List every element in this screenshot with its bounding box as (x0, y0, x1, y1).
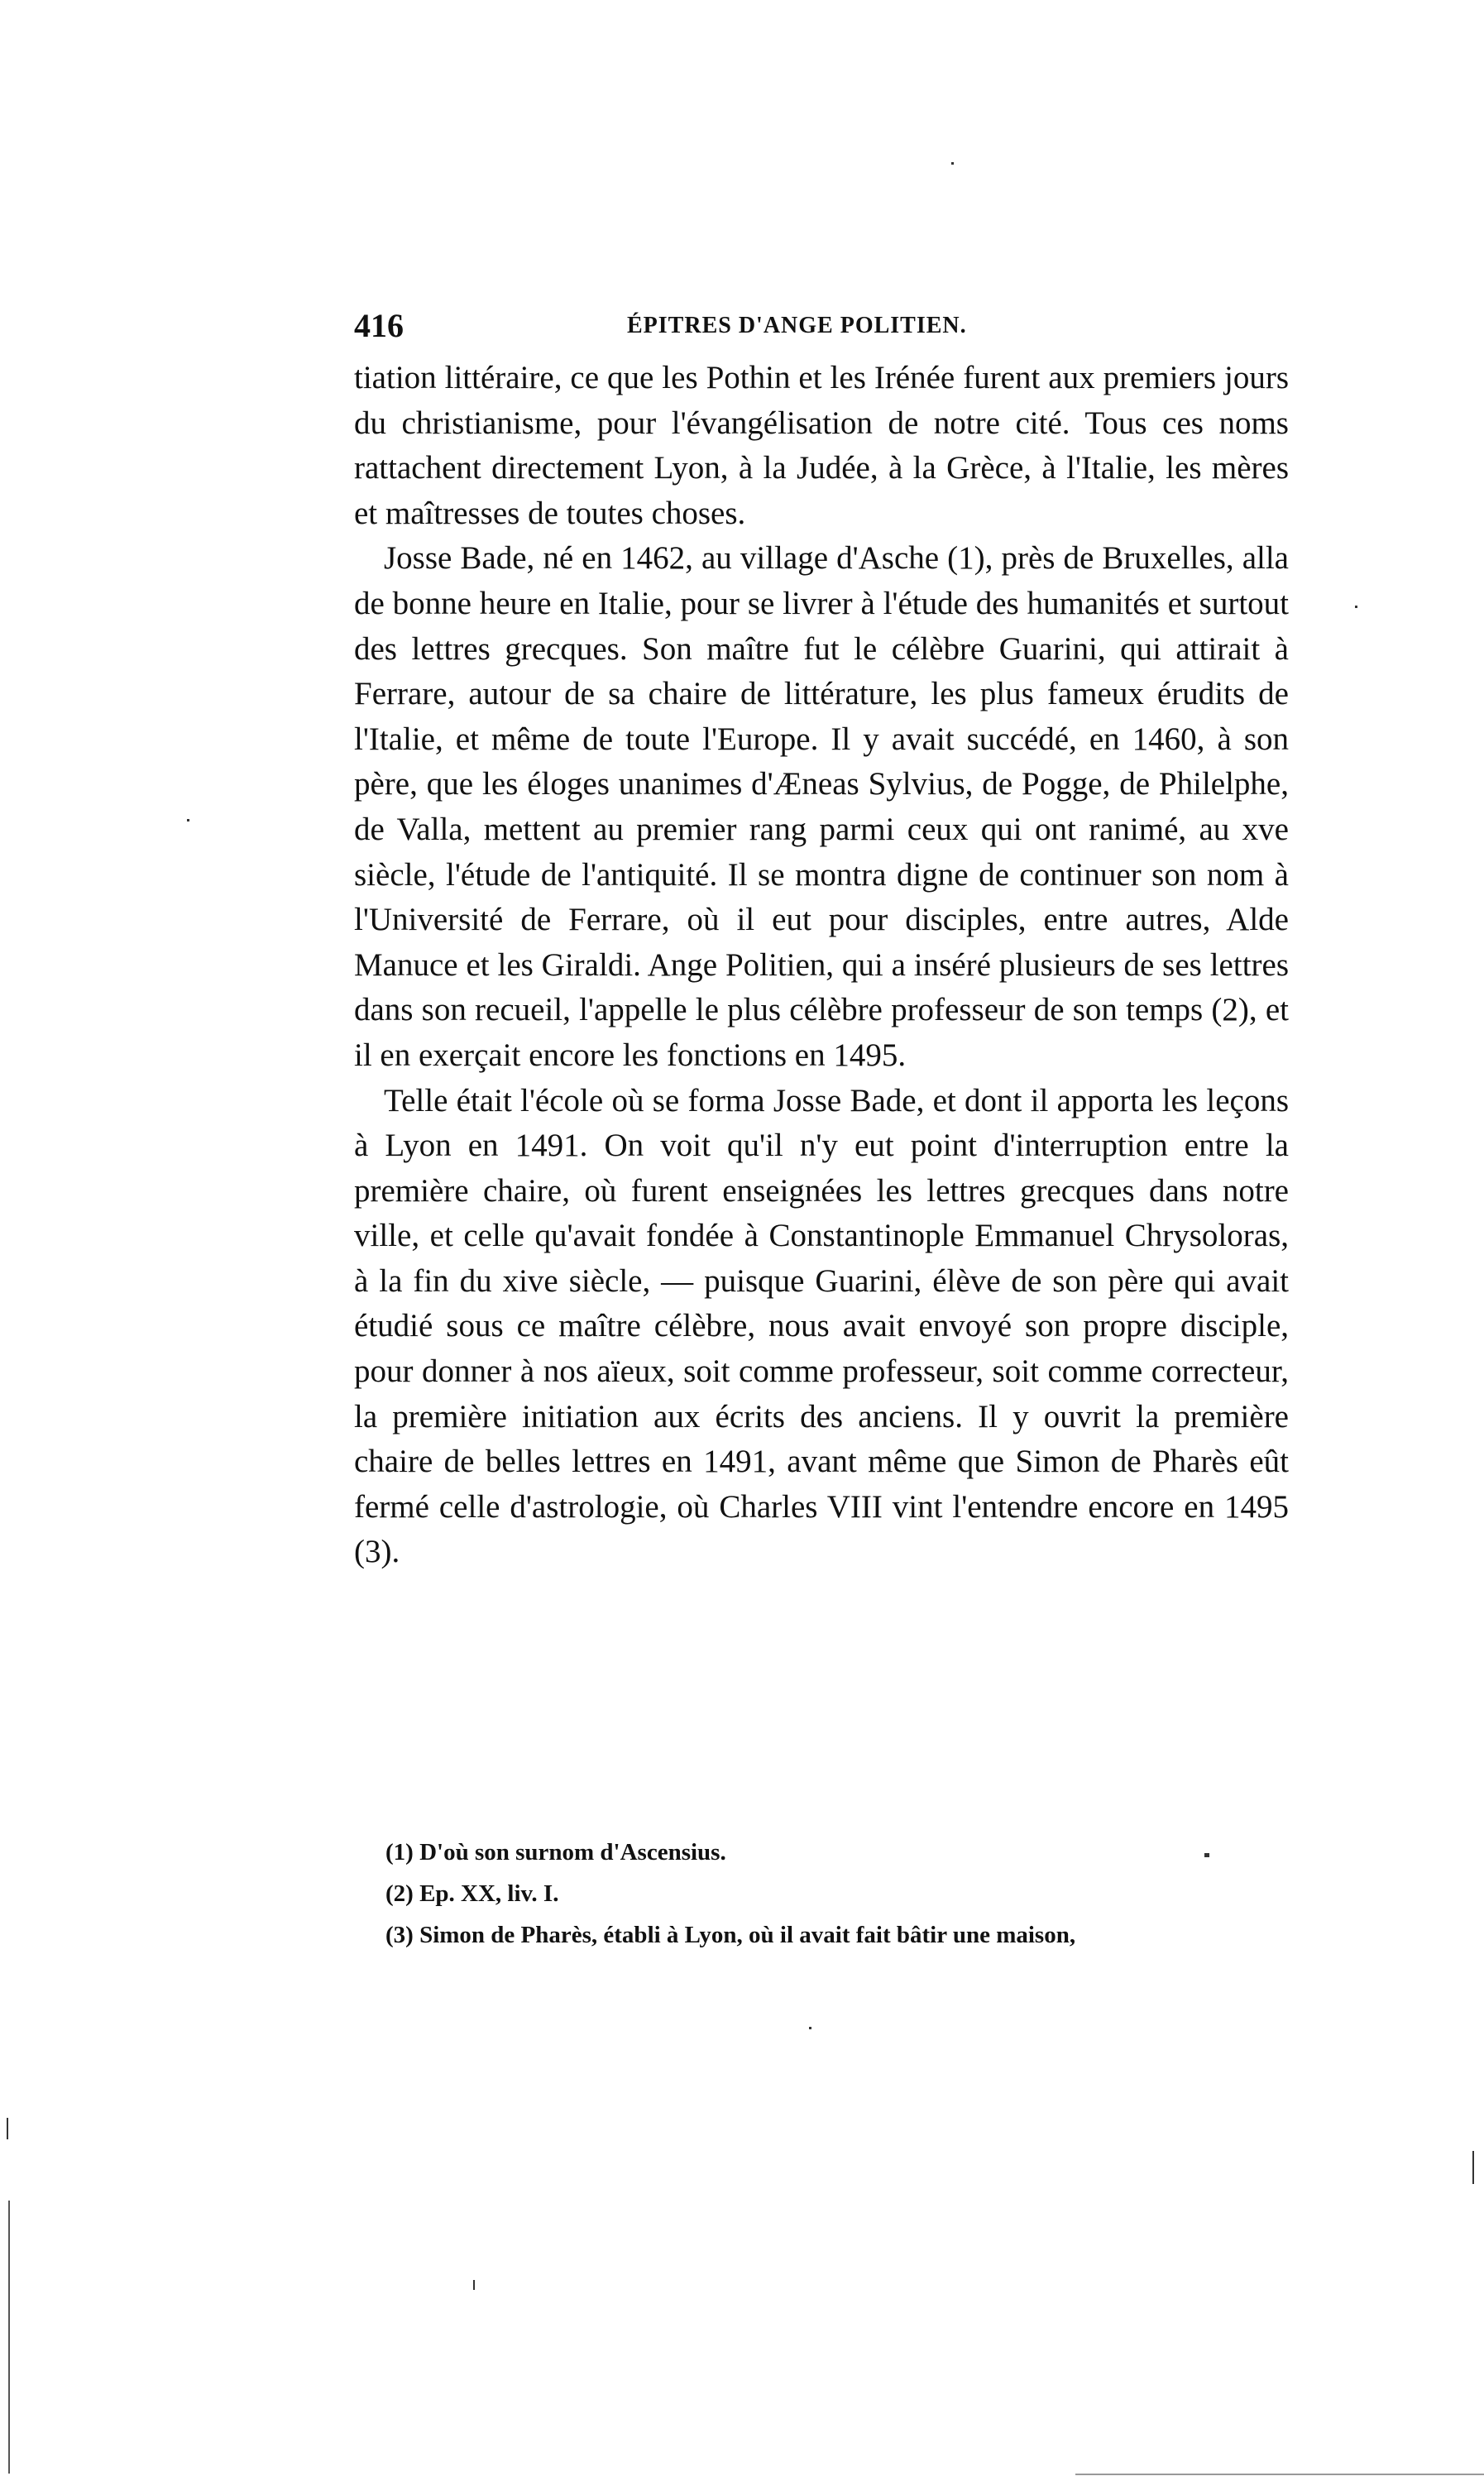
footnote-2: (2) Ep. XX, liv. I. (385, 1880, 559, 1907)
paragraph-3: Telle était l'école où se forma Josse Bade, et dont il apporta les leçons à Lyon en 1491. On voit qu'il n'y eut point d'interruption entre la première chaire, où furent enseignées les lettres grecques dans notre ville, et celle qu'avait fondée à Constantinople Emmanuel Chrysoloras, à la fin du xive siècle, — puisque Guarini, élève de son père qui avait étudié sous ce maître célèbre, nous avait envoyé son propre disciple, pour donner à nos aïeux, soit comme professeur, soit comme correcteur, la première initiation aux écrits des anciens. Il y ouvrit la première chaire de belles lettres en 1491, avant même que Simon de Pharès eût fermé celle d'astrologie, où Charles VIII vint l'entendre encore en 1495 (3). (354, 1082, 1289, 1570)
scan-edge-line (8, 2201, 10, 2474)
running-head (354, 306, 1289, 347)
running-title: ÉPITRES D'ANGE POLITIEN. (627, 313, 967, 338)
footnote-3: (3) Simon de Pharès, établi à Lyon, où il avait fait bâtir une maison, (385, 1922, 1076, 1948)
scan-speck (809, 2027, 811, 2029)
scan-speck (1204, 1853, 1209, 1857)
scan-speck (1355, 606, 1357, 608)
page-number: 416 (354, 307, 404, 344)
scan-speck (473, 2280, 475, 2290)
footnote-1: (1) D'où son surnom d'Ascensius. (385, 1839, 726, 1866)
scan-speck (951, 162, 954, 165)
footnotes (385, 1832, 1289, 1956)
paragraph-1: tiation littéraire, ce que les Pothin et les Irénée furent aux premiers jours du christianisme, pour l'évangélisation de notre cité. Tous ces noms rattachent directement Lyon, à la Judée, à la Grèce, à l'Italie, les mères et maîtresses de toutes choses. (354, 360, 1289, 531)
paragraph-2: Josse Bade, né en 1462, au village d'Asche (1), près de Bruxelles, alla de bonne heure en Italie, pour se livrer à l'étude des humanités et surtout des lettres grecques. Son maître fut le célèbre Guarini, qui attirait à Ferrare, autour de sa chaire de littérature, les plus fameux érudits de l'Italie, et même de toute l'Europe. Il y avait succédé, en 1460, à son père, que les éloges unanimes d'Æneas Sylvius, de Pogge, de Philelphe, de Valla, mettent au premier rang parmi ceux qui ont ranimé, au xve siècle, l'étude de l'antiquité. Il se montra digne de continuer son nom à l'Université de Ferrare, où il eut pour disciples, entre autres, Alde Manuce et les Giraldi. Ange Politien, qui a inséré plusieurs de ses lettres dans son recueil, l'appelle le plus célèbre professeur de son temps (2), et il en exerçait encore les fonctions en 1495. (354, 540, 1289, 1073)
scan-speck (1472, 2151, 1474, 2184)
body-text (354, 356, 1289, 1575)
scan-bottom-line (1075, 2474, 1484, 2475)
scan-speck (187, 819, 189, 821)
scan-speck (7, 2118, 8, 2139)
